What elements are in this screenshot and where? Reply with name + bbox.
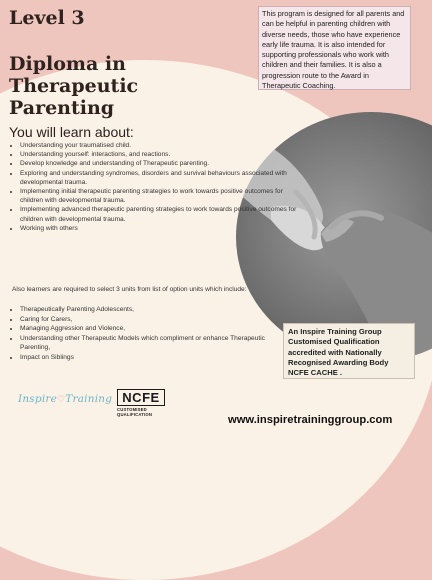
option-unit-item: • Managing Aggression and Violence, <box>20 324 290 334</box>
course-title-line1: Diploma in Therapeutic <box>9 53 139 97</box>
option-units-list <box>12 305 290 362</box>
program-description-text: This program is designed for all parents and can be helpful in parenting children with diverse needs, those who have experience early life trauma. It is also intended for supporting professionals who work with children and their families. It is also a progression route to the Award in Therapeutic Coaching. <box>262 9 405 91</box>
learning-outcome-item: • Implementing initial therapeutic parenting strategies to work towards positive outcomes for children with developmental trauma. <box>20 187 298 205</box>
learning-outcome-item: • Implementing advanced therapeutic parenting strategies to work towards positive outcomes for children with developmental trauma. <box>20 205 298 223</box>
program-description-box <box>258 6 411 90</box>
website-link[interactable]: www.inspiretraininggroup.com <box>228 414 393 426</box>
learning-outcome-item: • Understanding your traumatised child. <box>20 141 298 150</box>
learning-outcome-item: • Working with others <box>20 224 298 233</box>
accreditation-text: An Inspire Training Group Customised Qualification accredited with Nationally Recognised Awarding Body NCFE CACHE . <box>288 327 389 378</box>
option-unit-item: • Therapeutically Parenting Adolescents, <box>20 305 290 315</box>
logo-word-inspire: Inspire <box>18 393 58 405</box>
inspire-training-logo <box>18 393 112 405</box>
learning-outcome-item: • Develop knowledge and understanding of Therapeutic parenting. <box>20 159 298 168</box>
option-unit-item: • Impact on Siblings <box>20 353 290 363</box>
learn-heading: You will learn about: <box>9 124 134 140</box>
learning-outcomes-list <box>12 141 298 233</box>
accreditation-box <box>283 323 415 379</box>
course-title-line2: Parenting <box>9 97 115 119</box>
logo-word-training: Training <box>65 393 113 405</box>
learning-outcome-item: • Exploring and understanding syndromes, disorders and survival behaviours associated with developmental trauma. <box>20 169 298 187</box>
ncfe-mark: NCFE <box>117 389 165 406</box>
learning-outcome-item: • Understanding yourself: interactions, and reactions. <box>20 150 298 159</box>
heart-icon: ♡ <box>57 395 66 405</box>
course-title <box>9 53 259 119</box>
option-units-intro: Also learners are required to select 3 units from list of option units which include: <box>12 286 247 293</box>
course-level: Level 3 <box>9 7 85 29</box>
ncfe-logo <box>117 389 171 419</box>
ncfe-subtitle: CUSTOMISED QUALIFICATION <box>117 407 153 417</box>
option-unit-item: • Understanding other Therapeutic Models which compliment or enhance Therapeutic Parenting, <box>20 334 290 353</box>
option-unit-item: • Caring for Carers, <box>20 315 290 325</box>
